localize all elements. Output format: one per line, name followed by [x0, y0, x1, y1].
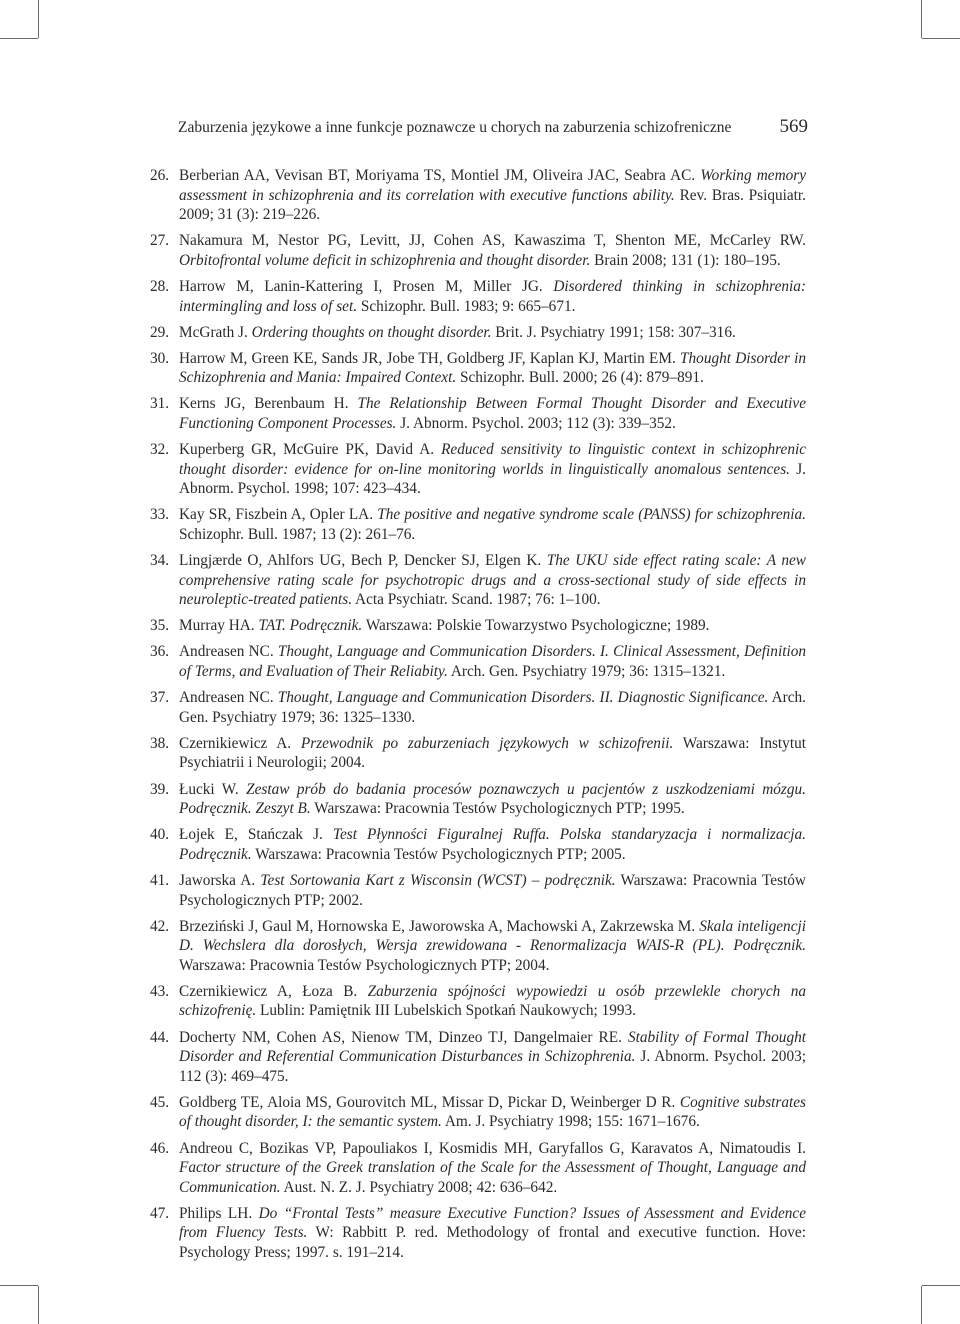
reference-title: Working memory assessment in schizophrenia and its correlation with executive functions ability.: [179, 167, 807, 204]
crop-mark: [0, 1285, 38, 1286]
reference-number: 36.: [150, 643, 170, 661]
reference-number: 37.: [150, 689, 170, 707]
crop-mark: [921, 0, 922, 38]
reference-source: Schizophr. Bull. 2000; 26 (4): 879–891.: [459, 369, 704, 387]
reference-item: [150, 323, 806, 343]
reference-title: Test Sortowania Kart z Wisconsin (WCST) – podręcznik.: [260, 871, 616, 889]
reference-source: Warszawa: Polskie Towarzystwo Psychologiczne; 1989.: [365, 617, 710, 635]
reference-number: 43.: [150, 982, 170, 1000]
crop-mark: [922, 38, 960, 39]
reference-source: Rev. Bras. Psiquiatr. 2009; 31 (3): 219–226.: [179, 186, 806, 224]
reference-source: W: Rabbitt P. red. Methodology of frontal and executive function. Hove: Psychology Press; 1997. s. 191–214.: [179, 1224, 806, 1261]
reference-number: 45.: [150, 1093, 170, 1111]
reference-authors: Czernikiewicz A, Łoza B.: [179, 982, 358, 1000]
reference-number: 35.: [150, 617, 170, 635]
reference-authors: Łojek E, Stańczak J.: [179, 826, 323, 844]
reference-title: Disordered thinking in schizophrenia: intermingling and loss of set.: [179, 277, 807, 315]
running-title: Zaburzenia językowe a inne funkcje poznawcze u chorych na zaburzenia schizofreniczne: [178, 119, 732, 136]
reference-source: Schizophr. Bull. 1983; 9: 665–671.: [360, 297, 576, 315]
reference-number: 39.: [150, 780, 170, 798]
reference-number: 31.: [150, 395, 170, 413]
reference-authors: Andreasen NC.: [179, 643, 274, 661]
reference-authors: Nakamura M, Nestor PG, Levitt, JJ, Cohen AS, Kawaszima T, Shenton ME, McCarley RW.: [179, 232, 806, 250]
reference-source: J. Abnorm. Psychol. 2003; 112 (3): 469–475.: [179, 1048, 807, 1085]
reference-authors: Andreasen NC.: [179, 689, 274, 707]
reference-title: Thought, Language and Communication Disorders. II. Diagnostic Significance.: [277, 689, 769, 707]
crop-mark: [38, 0, 39, 38]
reference-source: Am. J. Psychiatry 1998; 155: 1671–1676.: [444, 1113, 700, 1131]
reference-item: [150, 440, 806, 499]
reference-authors: Brzeziński J, Gaul M, Hornowska E, Jaworowska A, Machowski A, Zakrzewska M.: [179, 917, 696, 935]
crop-mark: [922, 1285, 960, 1286]
reference-source: J. Abnorm. Psychol. 2003; 112 (3): 339–352.: [400, 415, 676, 433]
reference-title: Cognitive substrates of thought disorder, I: the semantic system.: [179, 1093, 806, 1131]
reference-item: [150, 1204, 806, 1263]
reference-source: Acta Psychiatr. Scand. 1987; 76: 1–100.: [355, 591, 601, 609]
reference-number: 30.: [150, 349, 170, 367]
reference-authors: Harrow M, Green KE, Sands JR, Jobe TH, Goldberg JF, Kaplan KJ, Martin EM.: [179, 349, 676, 367]
reference-source: Schizophr. Bull. 1987; 13 (2): 261–76.: [179, 526, 416, 543]
reference-item: [150, 688, 806, 727]
reference-title: The positive and negative syndrome scale (PANSS) for schizophrenia.: [377, 506, 806, 524]
reference-source: Warszawa: Pracownia Testów Psychologicznych PTP; 2004.: [179, 956, 550, 974]
reference-item: [150, 349, 806, 388]
reference-item: [150, 231, 806, 270]
reference-item: [150, 734, 806, 773]
reference-title: Zestaw prób do badania procesów poznawczych u pacjentów z uszkodzeniami mózgu. Podręcznik. Zeszyt B.: [179, 780, 807, 818]
reference-title: Stability of Formal Thought Disorder and Referential Communication Disturbances in Schizophrenia.: [179, 1028, 806, 1066]
reference-number: 28.: [150, 277, 170, 295]
reference-item: [150, 505, 806, 544]
reference-number: 41.: [150, 871, 170, 889]
reference-number: 32.: [150, 441, 170, 459]
reference-source: Warszawa: Pracownia Testów Psychologicznych PTP; 2002.: [179, 871, 806, 909]
reference-item: [150, 780, 806, 819]
crop-mark: [921, 1286, 922, 1324]
reference-title: Orbitofrontal volume deficit in schizophrenia and thought disorder.: [179, 251, 591, 269]
reference-authors: Czernikiewicz A.: [179, 734, 292, 752]
reference-title: Zaburzenia spójności wypowiedzi u osób przewlekle chorych na schizofrenię.: [179, 982, 806, 1020]
reference-list: [150, 166, 806, 1269]
reference-authors: Goldberg TE, Aloia MS, Gourovitch ML, Missar D, Pickar D, Weinberger D R.: [179, 1093, 676, 1111]
reference-source: Arch. Gen. Psychiatry 1979; 36: 1315–1321.: [450, 663, 726, 681]
reference-authors: Kay SR, Fiszbein A, Opler LA.: [179, 506, 374, 524]
reference-item: [150, 551, 806, 610]
reference-source: Warszawa: Pracownia Testów Psychologicznych PTP; 2005.: [255, 845, 626, 863]
reference-item: [150, 277, 806, 316]
reference-number: 47.: [150, 1204, 170, 1222]
reference-number: 34.: [150, 552, 170, 570]
reference-number: 26.: [150, 167, 170, 184]
reference-title: The Relationship Between Formal Thought Disorder and Executive Functioning Component Processes.: [179, 395, 807, 433]
reference-authors: Harrow M, Lanin-Kattering I, Prosen M, Miller JG.: [179, 277, 543, 295]
reference-source: Warszawa: Pracownia Testów Psychologicznych PTP; 1995.: [314, 800, 685, 818]
reference-title: Skala inteligencji D. Wechslera dla dorosłych, Wersja zrewidowana - Renormalizacja WAIS-R (PL). Podręcznik.: [179, 917, 807, 955]
reference-source: Lublin: Pamiętnik III Lubelskich Spotkań Naukowych; 1993.: [260, 1002, 637, 1020]
reference-item: [150, 982, 806, 1021]
reference-source: Aust. N. Z. J. Psychiatry 2008; 42: 636–642.: [283, 1178, 558, 1196]
reference-number: 42.: [150, 917, 170, 935]
reference-number: 38.: [150, 734, 170, 752]
reference-number: 33.: [150, 506, 170, 524]
reference-title: TAT. Podręcznik.: [258, 617, 363, 635]
reference-authors: Docherty NM, Cohen AS, Nienow TM, Dinzeo TJ, Dangelmaier RE.: [179, 1028, 622, 1046]
reference-authors: Kuperberg GR, McGuire PK, David A.: [179, 441, 435, 459]
reference-source: Brain 2008; 131 (1): 180–195.: [594, 251, 781, 269]
reference-item: [150, 642, 806, 681]
reference-authors: Jaworska A.: [179, 871, 256, 889]
reference-source: Warszawa: Instytut Psychiatrii i Neurologii; 2004.: [179, 734, 806, 772]
reference-authors: Berberian AA, Vevisan BT, Moriyama TS, Montiel JM, Oliveira JAC, Seabra AC.: [179, 167, 696, 184]
reference-title: Do “Frontal Tests” measure Executive Function? Issues of Assessment and Evidence from Fluency Tests.: [179, 1204, 806, 1242]
reference-item: [150, 825, 806, 864]
reference-source: Brit. J. Psychiatry 1991; 158: 307–316.: [495, 323, 736, 341]
reference-title: Reduced sensitivity to linguistic context in schizophrenic thought disorder: evidence for on-line monitoring worlds in linguistically anomalous sentences.: [179, 441, 807, 478]
reference-number: 27.: [150, 232, 170, 250]
reference-item: [150, 1139, 806, 1198]
reference-item: [150, 1093, 806, 1132]
reference-item: [150, 616, 806, 636]
reference-item: [150, 1028, 806, 1087]
reference-authors: Kerns JG, Berenbaum H.: [179, 395, 349, 413]
reference-source: Arch. Gen. Psychiatry 1979; 36: 1325–1330.: [179, 689, 806, 726]
reference-item: [150, 394, 806, 433]
reference-title: Thought Disorder in Schizophrenia and Mania: Impaired Context.: [179, 349, 806, 387]
crop-mark: [0, 38, 38, 39]
reference-number: 40.: [150, 826, 170, 844]
reference-number: 29.: [150, 323, 170, 341]
reference-title: Ordering thoughts on thought disorder.: [251, 323, 492, 341]
running-header: [178, 116, 808, 144]
reference-title: Przewodnik po zaburzeniach językowych w schizofrenii.: [300, 734, 674, 752]
reference-authors: McGrath J.: [179, 323, 248, 341]
reference-item: [150, 166, 806, 225]
reference-authors: Łucki W.: [179, 780, 239, 798]
reference-authors: Murray HA.: [179, 617, 255, 635]
reference-source: J. Abnorm. Psychol. 1998; 107: 423–434.: [179, 460, 807, 498]
reference-number: 44.: [150, 1028, 170, 1046]
reference-authors: Andreou C, Bozikas VP, Papouliakos I, Kosmidis MH, Garyfallos G, Karavatos A, Nimatoudis I.: [179, 1139, 806, 1157]
reference-authors: Lingjærde O, Ahlfors UG, Bech P, Dencker SJ, Elgen K.: [179, 552, 542, 570]
crop-mark: [38, 1286, 39, 1324]
reference-title: Thought, Language and Communication Disorders. I. Clinical Assessment, Definition of Terms, and Evaluation of Their Reliabity.: [179, 643, 806, 681]
reference-title: The UKU side effect rating scale: A new comprehensive rating scale for psychotropic drugs and a cross-sectional study of side effects in neuroleptic-treated patients.: [179, 552, 806, 609]
page-number: 569: [779, 116, 808, 137]
reference-title: Factor structure of the Greek translation of the Scale for the Assessment of Thought, Language and Communication.: [179, 1159, 806, 1196]
reference-item: [150, 871, 806, 910]
reference-title: Test Płynności Figuralnej Ruffa. Polska standaryzacja i normalizacja. Podręcznik.: [179, 826, 806, 863]
reference-number: 46.: [150, 1139, 170, 1157]
reference-authors: Philips LH.: [179, 1204, 253, 1222]
reference-item: [150, 917, 806, 976]
